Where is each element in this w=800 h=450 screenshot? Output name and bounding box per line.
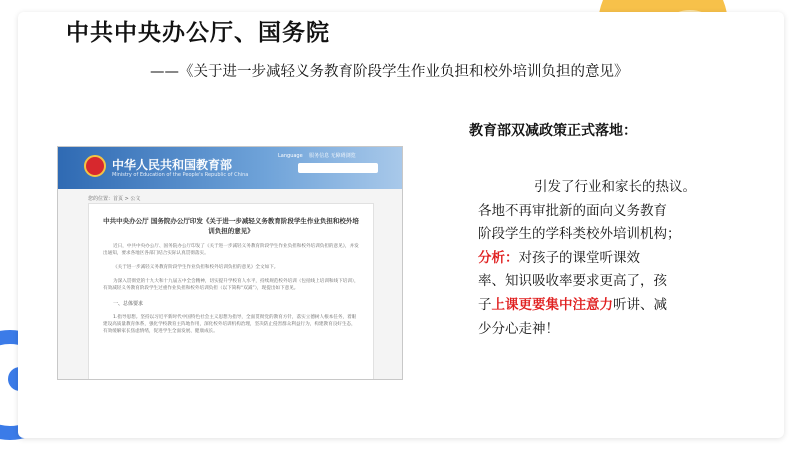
national-emblem-icon bbox=[84, 155, 106, 177]
document-section-title: 一、总体要求 bbox=[113, 301, 144, 307]
site-title: 中华人民共和国教育部 bbox=[112, 158, 233, 172]
policy-line: 各地不再审批新的面向义务教育 bbox=[478, 202, 667, 219]
policy-line-text: 子 bbox=[478, 296, 492, 313]
page-subtitle: ——《关于进一步减轻义务教育阶段学生作业负担和校外培训负担的意见》 bbox=[150, 64, 629, 80]
document-paragraph: 1.指导思想。坚持以习近平新时代中国特色社会主义思想为指导，全面贯彻党的教育方针，落实立德树人根本任务，着眼建设高质量教育体系，强化学校教育主阵地作用，深化校外培训机构治理，坚决防止侵害群众利益行为，构建教育良好生态，有效缓解家长焦虑情绪，促进学生全面发展、健康成长。 bbox=[103, 315, 357, 334]
policy-line: 引发了行业和家长的热议。 bbox=[534, 179, 696, 195]
policy-line: 阶段学生的学科类校外培训机构； bbox=[478, 226, 681, 243]
policy-line bbox=[478, 247, 728, 271]
analysis-label: 分析： bbox=[478, 249, 519, 266]
policy-line-text: 对孩子的课堂听课效 bbox=[518, 249, 640, 266]
document-paragraph: 《关于进一步减轻义务教育阶段学生作业负担和校外培训负担的意见》全文如下。 bbox=[113, 265, 279, 270]
site-nav bbox=[278, 152, 356, 159]
nav-language: Language bbox=[278, 153, 303, 159]
policy-line bbox=[478, 294, 728, 318]
policy-heading: 教育部双减政策正式落地： bbox=[469, 123, 637, 139]
policy-line: 少分心走神！ bbox=[478, 320, 559, 337]
policy-line-text: 听讲、减 bbox=[613, 296, 667, 313]
document-heading: 中共中央办公厅 国务院办公厅印发《关于进一步减轻义务教育阶段学生作业负担和校外培训负担的意见》 bbox=[103, 217, 359, 235]
document-paragraph: 为深入贯彻党的十九大和十九届五中全会精神，切实提升学校育人水平，持续规范校外培训（包括线上培训和线下培训），有效减轻义务教育阶段学生过重作业负担和校外培训负担（以下简称“双减”），现提出如下意见。 bbox=[103, 279, 359, 291]
site-title-en: Ministry of Education of the People's Republic of China bbox=[112, 172, 249, 178]
policy-line: 率、知识吸收率要求更高了，孩 bbox=[478, 273, 667, 290]
policy-text bbox=[478, 176, 728, 341]
website-screenshot bbox=[57, 146, 403, 380]
highlight-text: 上课更要集中注意力 bbox=[491, 296, 613, 313]
nav-links: 服务信息 无障碍浏览 bbox=[309, 153, 356, 159]
site-search-input bbox=[298, 163, 378, 173]
page-title: 中共中央办公厅、国务院 bbox=[66, 20, 330, 46]
document-paper bbox=[88, 203, 374, 380]
breadcrumb: 您的位置：首页 > 公文 bbox=[88, 196, 141, 202]
document-paragraph: 近日，中共中央办公厅、国务院办公厅印发了《关于进一步减轻义务教育阶段学生作业负担和校外培训负担的意见》，并发出通知，要求各地区各部门结合实际认真贯彻落实。 bbox=[103, 244, 359, 256]
